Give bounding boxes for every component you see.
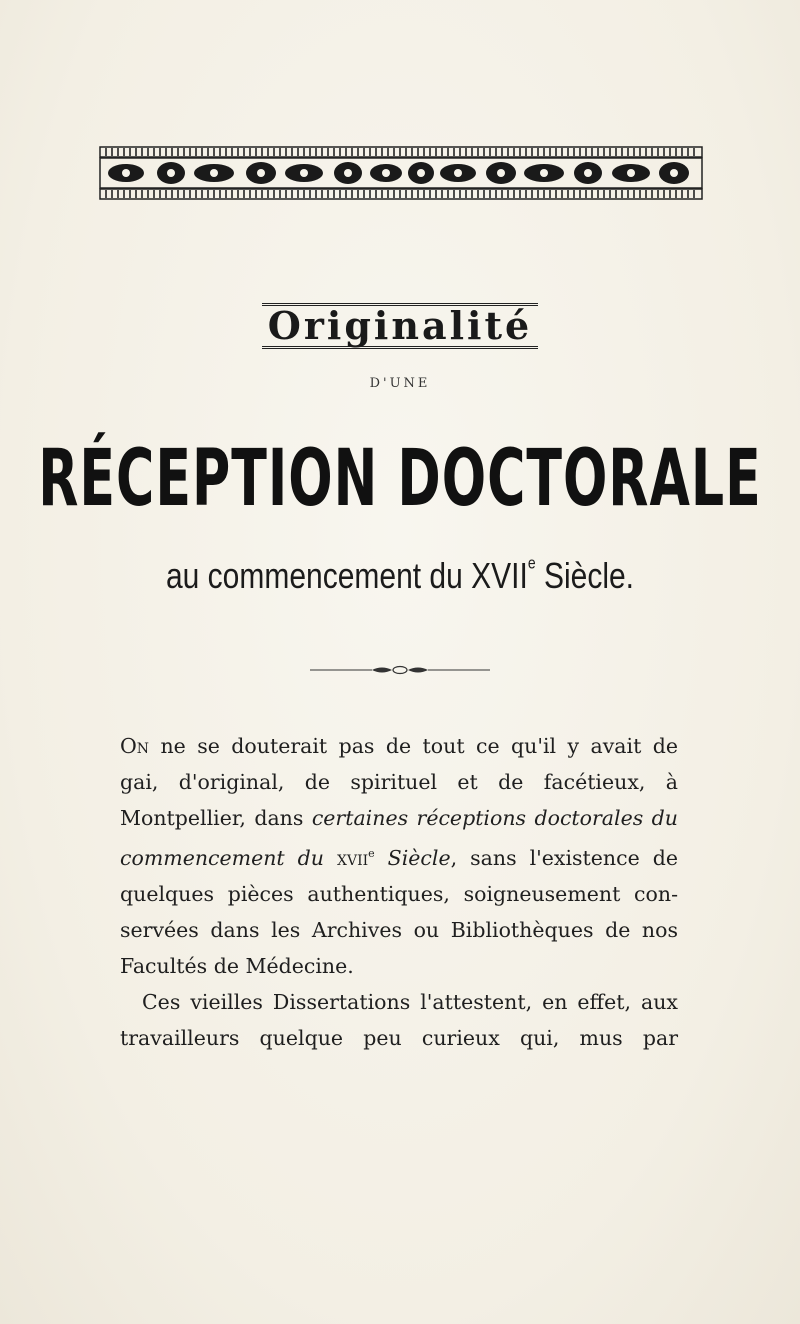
body-text	[120, 728, 678, 1056]
paragraph-1	[120, 728, 678, 984]
text-line: Ces vieilles Dissertations l'attestent, en effet, aux	[142, 990, 678, 1014]
text-line: quelques pièces authentiques, soigneusement con-	[120, 882, 678, 906]
gothic-title	[0, 303, 800, 349]
paragraph-2	[120, 984, 678, 1020]
ornamental-border-icon	[96, 145, 706, 203]
text-line	[120, 836, 678, 876]
text-line: servées dans les Archives ou Bibliothèques de nos	[120, 918, 678, 942]
text-fragment: Montpellier, dans	[120, 806, 312, 830]
subtitle-prefix: au commencement du XVII	[165, 556, 528, 597]
text-line	[120, 800, 678, 836]
text-line	[120, 728, 678, 764]
text-line: travailleurs quelque peu curieux qui, mus par	[120, 1026, 678, 1050]
paragraph-2-continued	[120, 1020, 678, 1056]
italic-fragment: Siècle	[374, 846, 451, 870]
text-line: gai, d'original, de spirituel et de facétieux, à	[120, 770, 678, 794]
initial-word: On	[120, 734, 150, 758]
italic-fragment: commencement du	[120, 846, 324, 870]
dune-label: D'UNE	[369, 376, 431, 391]
subtitle-sup: e	[527, 553, 536, 573]
century-numeral: xvii	[324, 846, 369, 870]
subtitle-suffix: Siècle.	[535, 556, 635, 597]
text-fragment: , sans l'existence de	[450, 846, 679, 870]
text-fragment: ne se douterait pas de tout ce qu'il y avait de	[149, 734, 678, 758]
italic-fragment: certaines réceptions doctorales du	[311, 806, 678, 830]
main-title: RÉCEPTION DOCTORALE	[38, 432, 762, 524]
gothic-title-text: Originalité	[262, 303, 538, 349]
fleuron-divider-icon	[310, 660, 490, 670]
text-line: Facultés de Médecine.	[120, 954, 354, 978]
subtitle	[0, 553, 800, 597]
century-sup: e	[368, 847, 375, 860]
